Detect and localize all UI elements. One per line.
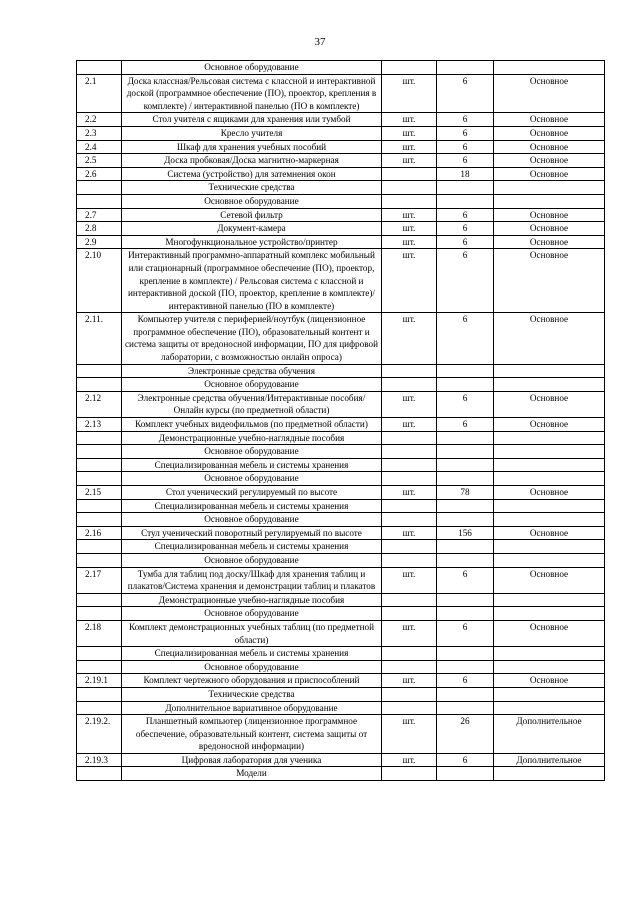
empty-cell: [382, 61, 437, 75]
item-number: 2.10: [77, 249, 122, 313]
item-quantity: 18: [437, 167, 494, 181]
empty-cell: [382, 647, 437, 661]
item-name: Планшетный компьютер (лицензионное программное обеспечение, образовательный контент, система защиты от вредоносной информации): [122, 715, 382, 754]
empty-cell: [437, 194, 494, 208]
table-row: [77, 126, 605, 140]
item-name: Тумба для таблиц под доску/Шкаф для хранения таблиц и плакатов/Система хранения и демонстрации таблиц и плакатов: [122, 567, 382, 593]
empty-cell: [382, 499, 437, 513]
item-name: Сетевой фильтр: [122, 208, 382, 222]
item-unit: шт.: [382, 674, 437, 688]
item-quantity: 6: [437, 391, 494, 417]
item-type: Основное: [494, 391, 605, 417]
item-quantity: 6: [437, 620, 494, 646]
item-name: Комплект чертежного оборудования и приспособлений: [122, 674, 382, 688]
section-row: [77, 194, 605, 208]
item-number: 2.13: [77, 418, 122, 432]
empty-cell: [494, 458, 605, 472]
item-name: Документ-камера: [122, 222, 382, 236]
table-row: [77, 674, 605, 688]
item-number: 2.9: [77, 235, 122, 249]
section-row: [77, 61, 605, 75]
empty-cell: [437, 61, 494, 75]
table-row: [77, 113, 605, 127]
item-type: Основное: [494, 249, 605, 313]
item-unit: шт.: [382, 753, 437, 767]
item-type: Основное: [494, 140, 605, 154]
empty-cell: [77, 687, 122, 701]
item-number: 2.1: [77, 74, 122, 113]
empty-cell: [77, 431, 122, 445]
item-quantity: 6: [437, 753, 494, 767]
empty-cell: [494, 61, 605, 75]
item-unit: шт.: [382, 113, 437, 127]
empty-cell: [437, 701, 494, 715]
item-name: Многофункциональное устройство/принтер: [122, 235, 382, 249]
table-row: [77, 249, 605, 313]
item-name: Шкаф для хранения учебных пособий: [122, 140, 382, 154]
empty-cell: [437, 364, 494, 378]
item-number: 2.19.1: [77, 674, 122, 688]
section-title: Демонстрационные учебно-наглядные пособия: [122, 431, 382, 445]
empty-cell: [382, 458, 437, 472]
page-number: 37: [314, 36, 326, 48]
section-row: [77, 701, 605, 715]
item-type: Основное: [494, 620, 605, 646]
empty-cell: [494, 540, 605, 554]
empty-cell: [494, 767, 605, 781]
table-row: [77, 486, 605, 500]
empty-cell: [382, 660, 437, 674]
empty-cell: [77, 364, 122, 378]
item-type: Основное: [494, 418, 605, 432]
empty-cell: [494, 701, 605, 715]
empty-cell: [494, 660, 605, 674]
empty-cell: [437, 647, 494, 661]
empty-cell: [77, 593, 122, 607]
table-row: [77, 418, 605, 432]
item-name: Система (устройство) для затемнения окон: [122, 167, 382, 181]
empty-cell: [77, 647, 122, 661]
empty-cell: [77, 378, 122, 392]
item-unit: шт.: [382, 154, 437, 168]
item-quantity: 6: [437, 126, 494, 140]
item-number: 2.7: [77, 208, 122, 222]
section-row: [77, 431, 605, 445]
empty-cell: [77, 513, 122, 527]
section-title: Модели: [122, 767, 382, 781]
section-title: Электронные средства обучения: [122, 364, 382, 378]
item-type: Дополнительное: [494, 753, 605, 767]
item-quantity: 6: [437, 74, 494, 113]
item-quantity: 6: [437, 113, 494, 127]
empty-cell: [77, 767, 122, 781]
section-row: [77, 445, 605, 459]
item-type: Основное: [494, 154, 605, 168]
empty-cell: [382, 593, 437, 607]
empty-cell: [382, 472, 437, 486]
table-row: [77, 222, 605, 236]
item-quantity: 6: [437, 567, 494, 593]
item-unit: шт.: [382, 620, 437, 646]
item-unit: [382, 167, 437, 181]
item-type: Основное: [494, 126, 605, 140]
section-row: [77, 181, 605, 195]
empty-cell: [437, 431, 494, 445]
section-title: Основное оборудование: [122, 553, 382, 567]
table-row: [77, 526, 605, 540]
table-row: [77, 715, 605, 754]
item-type: Основное: [494, 235, 605, 249]
empty-cell: [494, 472, 605, 486]
item-name: Комплект демонстрационных учебных таблиц (по предметной области): [122, 620, 382, 646]
item-number: 2.15: [77, 486, 122, 500]
item-unit: шт.: [382, 208, 437, 222]
item-unit: шт.: [382, 391, 437, 417]
section-title: Технические средства: [122, 687, 382, 701]
item-type: Основное: [494, 222, 605, 236]
section-row: [77, 513, 605, 527]
table-row: [77, 391, 605, 417]
empty-cell: [382, 701, 437, 715]
empty-cell: [382, 378, 437, 392]
empty-cell: [494, 378, 605, 392]
table-row: [77, 753, 605, 767]
empty-cell: [382, 607, 437, 621]
empty-cell: [494, 431, 605, 445]
item-name: Стол ученический регулируемый по высоте: [122, 486, 382, 500]
item-unit: шт.: [382, 126, 437, 140]
item-number: 2.19.3: [77, 753, 122, 767]
table-row: [77, 313, 605, 364]
item-number: 2.18: [77, 620, 122, 646]
item-type: Основное: [494, 526, 605, 540]
item-number: 2.6: [77, 167, 122, 181]
item-unit: шт.: [382, 249, 437, 313]
empty-cell: [382, 553, 437, 567]
empty-cell: [437, 378, 494, 392]
table-row: [77, 620, 605, 646]
table-row: [77, 167, 605, 181]
item-name: Доска классная/Рельсовая система с классной и интерактивной доской (программное обеспечение (ПО), проектор, крепления в комплекте) / интерактивной панелью (ПО в комплекте): [122, 74, 382, 113]
empty-cell: [437, 553, 494, 567]
empty-cell: [494, 194, 605, 208]
empty-cell: [437, 445, 494, 459]
item-type: Основное: [494, 674, 605, 688]
empty-cell: [494, 687, 605, 701]
item-quantity: 6: [437, 208, 494, 222]
item-quantity: 6: [437, 235, 494, 249]
section-title: Технические средства: [122, 181, 382, 195]
table-row: [77, 567, 605, 593]
item-unit: шт.: [382, 313, 437, 364]
item-unit: шт.: [382, 222, 437, 236]
item-quantity: 78: [437, 486, 494, 500]
empty-cell: [437, 687, 494, 701]
empty-cell: [437, 181, 494, 195]
item-unit: шт.: [382, 140, 437, 154]
item-name: Цифровая лаборатория для ученика: [122, 753, 382, 767]
item-type: Основное: [494, 113, 605, 127]
empty-cell: [77, 553, 122, 567]
section-row: [77, 378, 605, 392]
item-unit: шт.: [382, 526, 437, 540]
empty-cell: [77, 458, 122, 472]
empty-cell: [437, 593, 494, 607]
item-unit: шт.: [382, 715, 437, 754]
item-type: Основное: [494, 74, 605, 113]
empty-cell: [77, 701, 122, 715]
item-name: Интерактивный программно-аппаратный комплекс мобильный или стационарный (программное обеспечение (ПО), проектор, крепление в комплекте) / Рельсовая система с классной и интерактивной доской (ПО, проектор, крепление в комплекте)/ интерактивной панелью (ПО в комплекте): [122, 249, 382, 313]
item-number: 2.4: [77, 140, 122, 154]
section-title: Основное оборудование: [122, 445, 382, 459]
empty-cell: [494, 513, 605, 527]
empty-cell: [77, 61, 122, 75]
empty-cell: [382, 687, 437, 701]
item-number: 2.19.2.: [77, 715, 122, 754]
item-type: Дополнительное: [494, 715, 605, 754]
item-quantity: 6: [437, 154, 494, 168]
item-type: Основное: [494, 567, 605, 593]
empty-cell: [77, 499, 122, 513]
equipment-table-body: [77, 61, 605, 781]
item-quantity: 6: [437, 140, 494, 154]
section-title: Основное оборудование: [122, 660, 382, 674]
item-name: Компьютер учителя с периферией/ноутбук (лицензионное программное обеспечение (ПО), образовательный контент и система защиты от вредоносной информации, ПО для цифровой лаборатории, с возможностью онлайн опроса): [122, 313, 382, 364]
item-name: Электронные средства обучения/Интерактивные пособия/Онлайн курсы (по предметной области): [122, 391, 382, 417]
section-row: [77, 767, 605, 781]
empty-cell: [77, 607, 122, 621]
item-unit: шт.: [382, 235, 437, 249]
empty-cell: [382, 445, 437, 459]
empty-cell: [382, 364, 437, 378]
item-quantity: 6: [437, 313, 494, 364]
section-title: Демонстрационные учебно-наглядные пособия: [122, 593, 382, 607]
empty-cell: [382, 540, 437, 554]
item-type: Основное: [494, 208, 605, 222]
empty-cell: [494, 647, 605, 661]
empty-cell: [437, 513, 494, 527]
item-unit: шт.: [382, 567, 437, 593]
item-number: 2.5: [77, 154, 122, 168]
empty-cell: [382, 181, 437, 195]
item-number: 2.16: [77, 526, 122, 540]
empty-cell: [437, 499, 494, 513]
item-quantity: 26: [437, 715, 494, 754]
empty-cell: [77, 194, 122, 208]
item-number: 2.11.: [77, 313, 122, 364]
item-number: 2.2: [77, 113, 122, 127]
section-title: Дополнительное вариативное оборудование: [122, 701, 382, 715]
section-title: Основное оборудование: [122, 378, 382, 392]
equipment-table: [76, 60, 605, 781]
section-title: Специализированная мебель и системы хранения: [122, 647, 382, 661]
item-type: Основное: [494, 486, 605, 500]
table-row: [77, 235, 605, 249]
section-row: [77, 687, 605, 701]
empty-cell: [494, 364, 605, 378]
table-row: [77, 140, 605, 154]
item-unit: шт.: [382, 418, 437, 432]
empty-cell: [494, 593, 605, 607]
section-title: Основное оборудование: [122, 513, 382, 527]
empty-cell: [382, 513, 437, 527]
item-name: Комплект учебных видеофильмов (по предметной области): [122, 418, 382, 432]
section-row: [77, 540, 605, 554]
empty-cell: [437, 767, 494, 781]
section-row: [77, 660, 605, 674]
empty-cell: [77, 445, 122, 459]
empty-cell: [494, 499, 605, 513]
section-title: Специализированная мебель и системы хранения: [122, 499, 382, 513]
item-name: Кресло учителя: [122, 126, 382, 140]
item-name: Стул ученический поворотный регулируемый по высоте: [122, 526, 382, 540]
section-title: Специализированная мебель и системы хранения: [122, 540, 382, 554]
section-row: [77, 553, 605, 567]
section-row: [77, 647, 605, 661]
empty-cell: [77, 540, 122, 554]
empty-cell: [437, 472, 494, 486]
section-row: [77, 607, 605, 621]
empty-cell: [437, 540, 494, 554]
item-quantity: 156: [437, 526, 494, 540]
item-quantity: 6: [437, 249, 494, 313]
item-type: Основное: [494, 313, 605, 364]
section-title: Основное оборудование: [122, 61, 382, 75]
empty-cell: [382, 767, 437, 781]
section-row: [77, 364, 605, 378]
item-number: 2.8: [77, 222, 122, 236]
section-title: Основное оборудование: [122, 194, 382, 208]
section-row: [77, 499, 605, 513]
item-name: Стол учителя с ящиками для хранения или тумбой: [122, 113, 382, 127]
table-row: [77, 154, 605, 168]
item-unit: шт.: [382, 74, 437, 113]
section-row: [77, 593, 605, 607]
item-quantity: 6: [437, 222, 494, 236]
empty-cell: [437, 607, 494, 621]
item-quantity: 6: [437, 418, 494, 432]
section-title: Специализированная мебель и системы хранения: [122, 458, 382, 472]
item-name: Доска пробковая/Доска магнитно-маркерная: [122, 154, 382, 168]
item-number: 2.3: [77, 126, 122, 140]
table-row: [77, 208, 605, 222]
empty-cell: [494, 181, 605, 195]
empty-cell: [437, 660, 494, 674]
item-number: 2.12: [77, 391, 122, 417]
item-number: 2.17: [77, 567, 122, 593]
empty-cell: [494, 607, 605, 621]
section-row: [77, 472, 605, 486]
empty-cell: [77, 472, 122, 486]
empty-cell: [382, 431, 437, 445]
section-row: [77, 458, 605, 472]
empty-cell: [77, 660, 122, 674]
empty-cell: [494, 553, 605, 567]
section-title: Основное оборудование: [122, 472, 382, 486]
item-quantity: 6: [437, 674, 494, 688]
empty-cell: [382, 194, 437, 208]
item-type: Основное: [494, 167, 605, 181]
empty-cell: [494, 445, 605, 459]
table-row: [77, 74, 605, 113]
empty-cell: [77, 181, 122, 195]
section-title: Основное оборудование: [122, 607, 382, 621]
empty-cell: [437, 458, 494, 472]
item-unit: шт.: [382, 486, 437, 500]
